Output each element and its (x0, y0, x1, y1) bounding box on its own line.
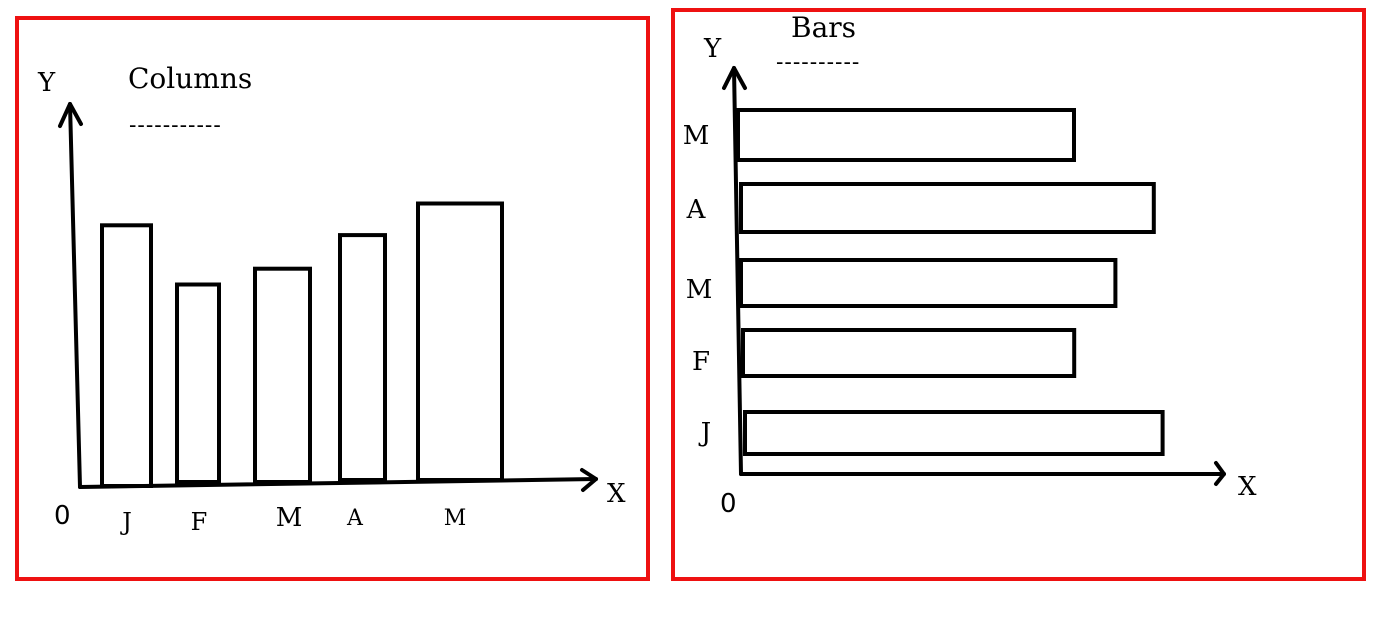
bar-tick-label-2: F (691, 347, 711, 377)
columns-y-axis-label: Y (38, 68, 56, 98)
column-bar-3 (255, 269, 310, 482)
bar-4 (741, 184, 1154, 232)
columns-x-axis-label: X (607, 479, 626, 509)
bar-tick-label-5: M (682, 121, 710, 151)
bar-5 (738, 110, 1074, 160)
bar-3 (741, 260, 1115, 306)
columns-panel (17, 18, 648, 579)
columns-frame (17, 18, 648, 579)
column-bar-5 (418, 204, 502, 481)
column-tick-label-2: F (190, 508, 208, 536)
column-bar-1 (102, 225, 151, 486)
bars-title: Bars (791, 11, 857, 44)
bar-tick-label-4: A (686, 195, 706, 225)
bar-1 (745, 412, 1163, 454)
column-tick-label-3: M (275, 503, 303, 533)
column-tick-label-5: M (443, 506, 467, 531)
bars-y-axis-label: Y (704, 34, 722, 64)
column-tick-label-4: A (347, 506, 363, 531)
columns-title: Columns (128, 62, 253, 95)
bars-origin-label: 0 (720, 489, 737, 519)
column-bar-4 (340, 235, 385, 480)
bars-tick-label-group (683, 121, 713, 448)
columns-tick-label-group (119, 503, 466, 536)
column-bar-2 (177, 285, 219, 483)
bars-panel (673, 10, 1364, 579)
bars-title-underline: ---------- (776, 50, 861, 75)
bars-frame (673, 10, 1364, 579)
columns-y-axis (70, 104, 80, 487)
columns-origin-label: 0 (54, 501, 71, 531)
columns-title-underline: ----------- (129, 113, 222, 138)
bars-x-axis-label: X (1238, 472, 1257, 502)
columns-bar-group (102, 204, 502, 487)
bars-bar-group (738, 110, 1163, 454)
bar-tick-label-1: J (700, 418, 712, 448)
column-tick-label-1: J (122, 508, 132, 536)
bar-tick-label-3: M (685, 275, 713, 305)
bar-2 (743, 330, 1074, 376)
